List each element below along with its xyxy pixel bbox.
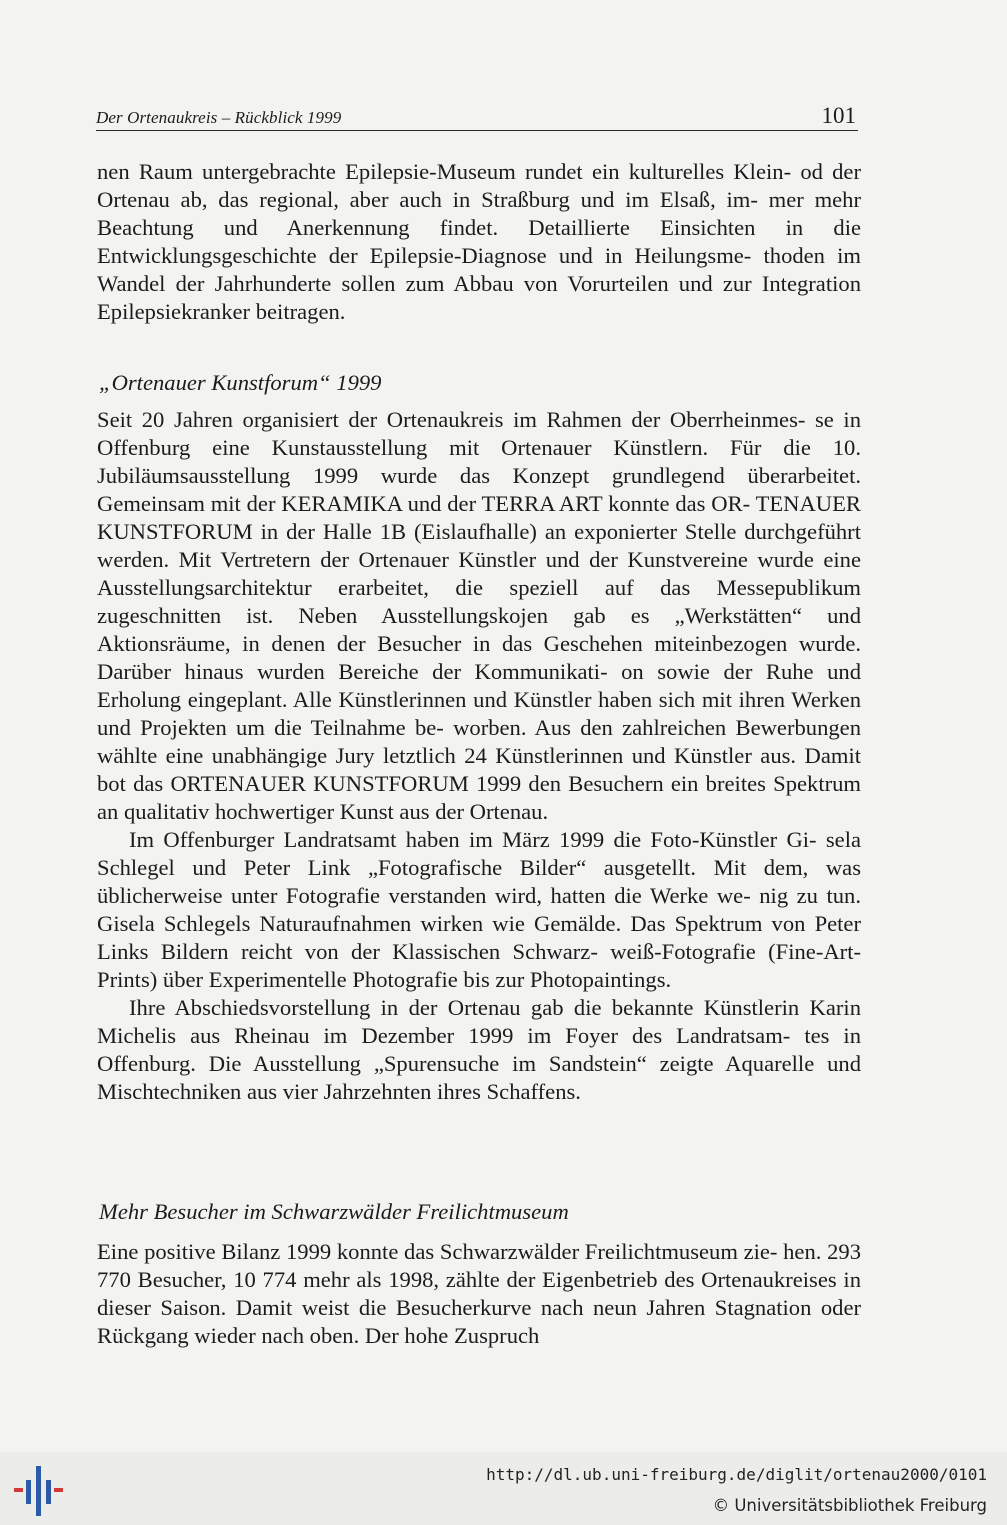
freilichtmuseum-paragraph: Eine positive Bilanz 1999 konnte das Schwarzwälder Freilichtmuseum zie- hen. 293 770 Besucher, 10 774 mehr als 1998, zählte der Eigenbetrieb des Ortenaukreises in dieser Saison. Damit weist die Besucherkurve nach neun Jahren Stagnation oder Rückgang wieder nach oben. Der hohe Zuspruch (97, 1239, 861, 1348)
page-number: 101 (821, 103, 856, 128)
freilichtmuseum-text-block (97, 1238, 861, 1350)
document-url-link[interactable]: http://dl.ub.uni-freiburg.de/diglit/ortenau2000/0101 (486, 1465, 987, 1484)
section-heading-freilichtmuseum: Mehr Besucher im Schwarzwälder Freilichtmuseum (99, 1199, 569, 1224)
ub-freiburg-logo-icon[interactable] (12, 1466, 64, 1516)
kunstforum-paragraph-3: Ihre Abschiedsvorstellung in der Ortenau gab die bekannte Künstlerin Karin Michelis aus Rheinau im Dezember 1999 im Foyer des Landratsam- tes in Offenburg. Die Ausstellung „Spurensuche im Sandstein“ zeigte Aquarelle und Mischtechniken aus vier Jahrzehnten ihres Schaffens. (97, 995, 861, 1104)
section-heading-kunstforum: „Ortenauer Kunstforum“ 1999 (99, 370, 382, 395)
kunstforum-paragraph-2: Im Offenburger Landratsamt haben im März 1999 die Foto-Künstler Gi- sela Schlegel und Peter Link „Fotografische Bilder“ ausgetellt. Mit dem, was üblicherweise unter Fotografie verstanden wird, hatten die Werke we- nig zu tun. Gisela Schlegels Naturaufnahmen wirken wie Gemälde. Das Spektrum von Peter Links Bildern reicht von der Klassischen Schwarz- weiß-Fotografie (Fine-Art-Prints) über Experimentelle Photografie bis zur Photopaintings. (97, 827, 861, 992)
kunstforum-text-block (97, 406, 861, 1106)
intro-paragraph: nen Raum untergebrachte Epilepsie-Museum rundet ein kulturelles Klein- od der Ortenau ab, das regional, aber auch in Straßburg und im Elsaß, im- mer mehr Beachtung und Anerkennung findet. Detaillierte Einsichten in die Entwicklungsgeschichte der Epilepsie-Diagnose und in Heilungsme- thoden im Wandel der Jahrhunderte sollen zum Abbau von Vorurteilen und zur Integration Epilepsiekranker beitragen. (97, 159, 861, 324)
running-header-title: Der Ortenaukreis – Rückblick 1999 (96, 108, 342, 127)
intro-text-block (97, 158, 861, 326)
running-header (96, 104, 858, 131)
kunstforum-paragraph-1: Seit 20 Jahren organisiert der Ortenaukreis im Rahmen der Oberrheinmes- se in Offenburg eine Kunstausstellung mit Ortenauer Künstlern. Für die 10. Jubiläumsausstellung 1999 wurde das Konzept grundlegend überarbeitet. Gemeinsam mit der KERAMIKA und der TERRA ART konnte das OR- TENAUER KUNSTFORUM in der Halle 1B (Eislaufhalle) an exponierter Stelle durchgeführt werden. Mit Vertretern der Ortenauer Künstler und der Kunstvereine wurde eine Ausstellungsarchitektur erarbeitet, die speziell auf das Messepublikum zugeschnitten ist. Neben Ausstellungskojen gab es „Werkstätten“ und Aktionsräume, in denen der Besucher in das Geschehen miteinbezogen wurde. Darüber hinaus wurden Bereiche der Kommunikati- on sowie der Ruhe und Erholung eingeplant. Alle Künstlerinnen und Künstler haben sich mit ihren Werken und Projekten um die Teilnahme be- worben. Aus den zahlreichen Bewerbungen wählte eine unabhängige Jury letztlich 24 Künstlerinnen und Künstler aus. Damit bot das ORTENAUER KUNSTFORUM 1999 den Besuchern ein breites Spektrum an qualitativ hochwertiger Kunst aus der Ortenau. (97, 407, 861, 824)
copyright-notice: © Universitätsbibliothek Freiburg (712, 1496, 987, 1515)
